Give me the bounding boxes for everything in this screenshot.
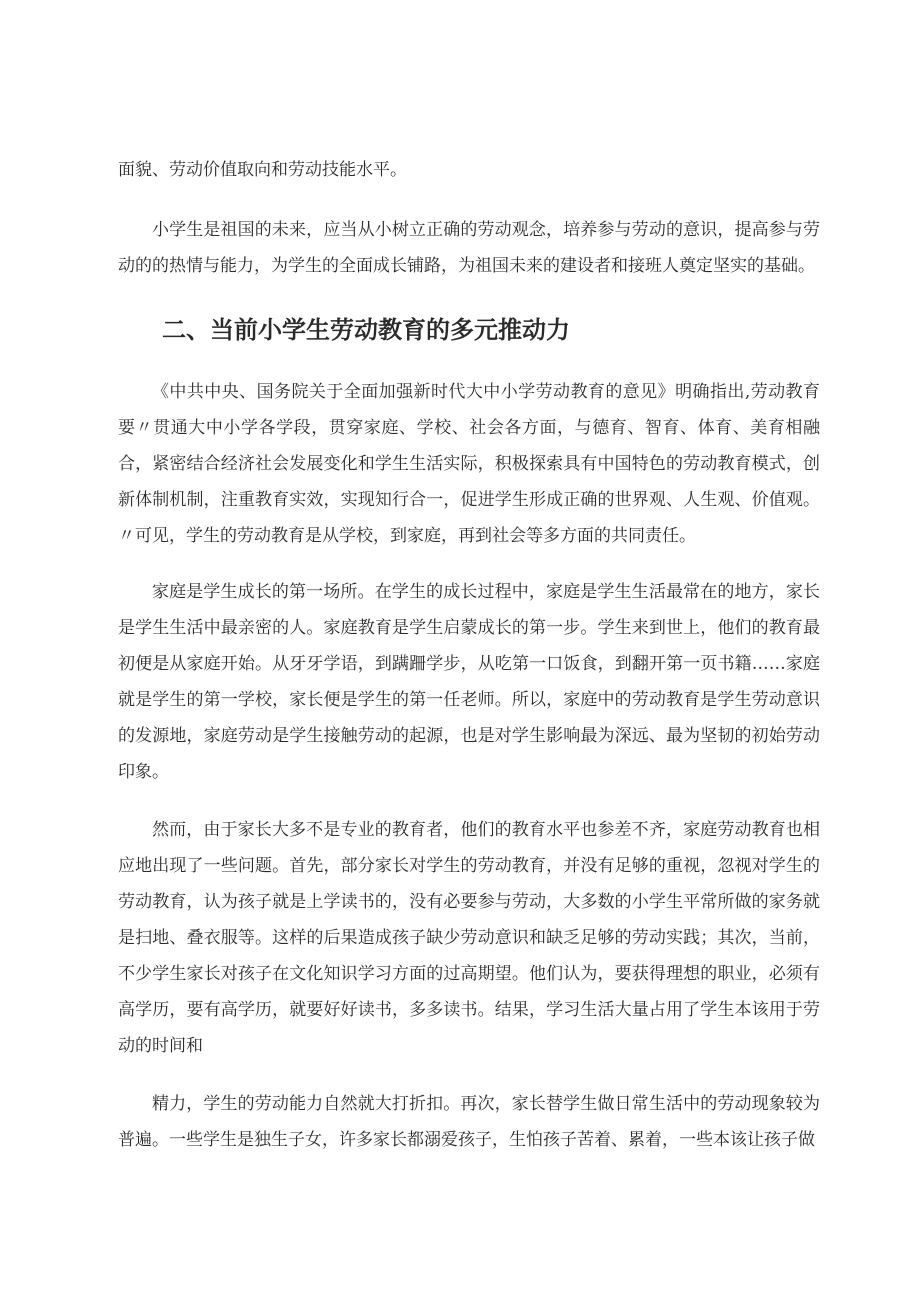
paragraph-family-problems: 然而，由于家长大多不是专业的教育者，他们的教育水平也参差不齐，家庭劳动教育也相应地出现了一些问题。首先，部分家长对学生的劳动教育，并没有足够的重视，忽视对学生的劳动教育，认为孩子就是上学读书的，没有必要参与劳动，大多数的小学生平常所做的家务就是扫地、叠衣服等。这样的后果造成孩子缺少劳动意识和缺乏足够的劳动实践；其次，当前，不少学生家长对孩子在文化知识学习方面的过高期望。他们认为，要获得理想的职业，必须有高学历，要有高学历，就要好好读书，多多读书。结果，学习生活大量占用了学生本该用于劳动的时间和 bbox=[118, 820, 820, 1056]
section-heading: 二、当前小学生劳动教育的多元推动力 bbox=[162, 316, 570, 344]
paragraph-parents-substitute: 精力，学生的劳动能力自然就大打折扣。再次，家长替学生做日常生活中的劳动现象较为普遍。一些学生是独生子女，许多家长都溺爱孩子，生怕孩子苦着、累着，一些本该让孩子做 bbox=[118, 1094, 820, 1150]
paragraph-future: 小学生是祖国的未来，应当从小树立正确的劳动观念，培养参与劳动的意识，提高参与劳动的的热情与能力，为学生的全面成长铺路，为祖国未来的建设者和接班人奠定坚实的基础。 bbox=[118, 220, 820, 276]
paragraph-opinion-quote: 《中共中央、国务院关于全面加强新时代大中小学劳动教育的意见》明确指出,劳动教育要〃贯通大中小学各学段，贯穿家庭、学校、社会各方面，与德育、智育、体育、美育相融合，紧密结合经济社会发展变化和学生生活实际，积极探索具有中国特色的劳动教育模式，创新体制机制，注重教育实效，实现知行合一，促进学生形成正确的世界观、人生观、价值观。〃可见，学生的劳动教育是从学校，到家庭，再到社会等多方面的共同责任。 bbox=[118, 382, 820, 546]
paragraph-continuation: 面貌、劳动价值取向和劳动技能水平。 bbox=[118, 160, 407, 180]
paragraph-family-first: 家庭是学生成长的第一场所。在学生的成长过程中，家庭是学生生活最常在的地方，家长是学生生活中最亲密的人。家庭教育是学生启蒙成长的第一步。学生来到世上，他们的教育最初便是从家庭开始。从牙牙学语，到蹒跚学步，从吃第一口饭食，到翻开第一页书籍……家庭就是学生的第一学校，家长便是学生的第一任老师。所以，家庭中的劳动教育是学生劳动意识的发源地，家庭劳动是学生接触劳动的起源，也是对学生影响最为深远、最为坚韧的初始劳动印象。 bbox=[118, 582, 820, 782]
